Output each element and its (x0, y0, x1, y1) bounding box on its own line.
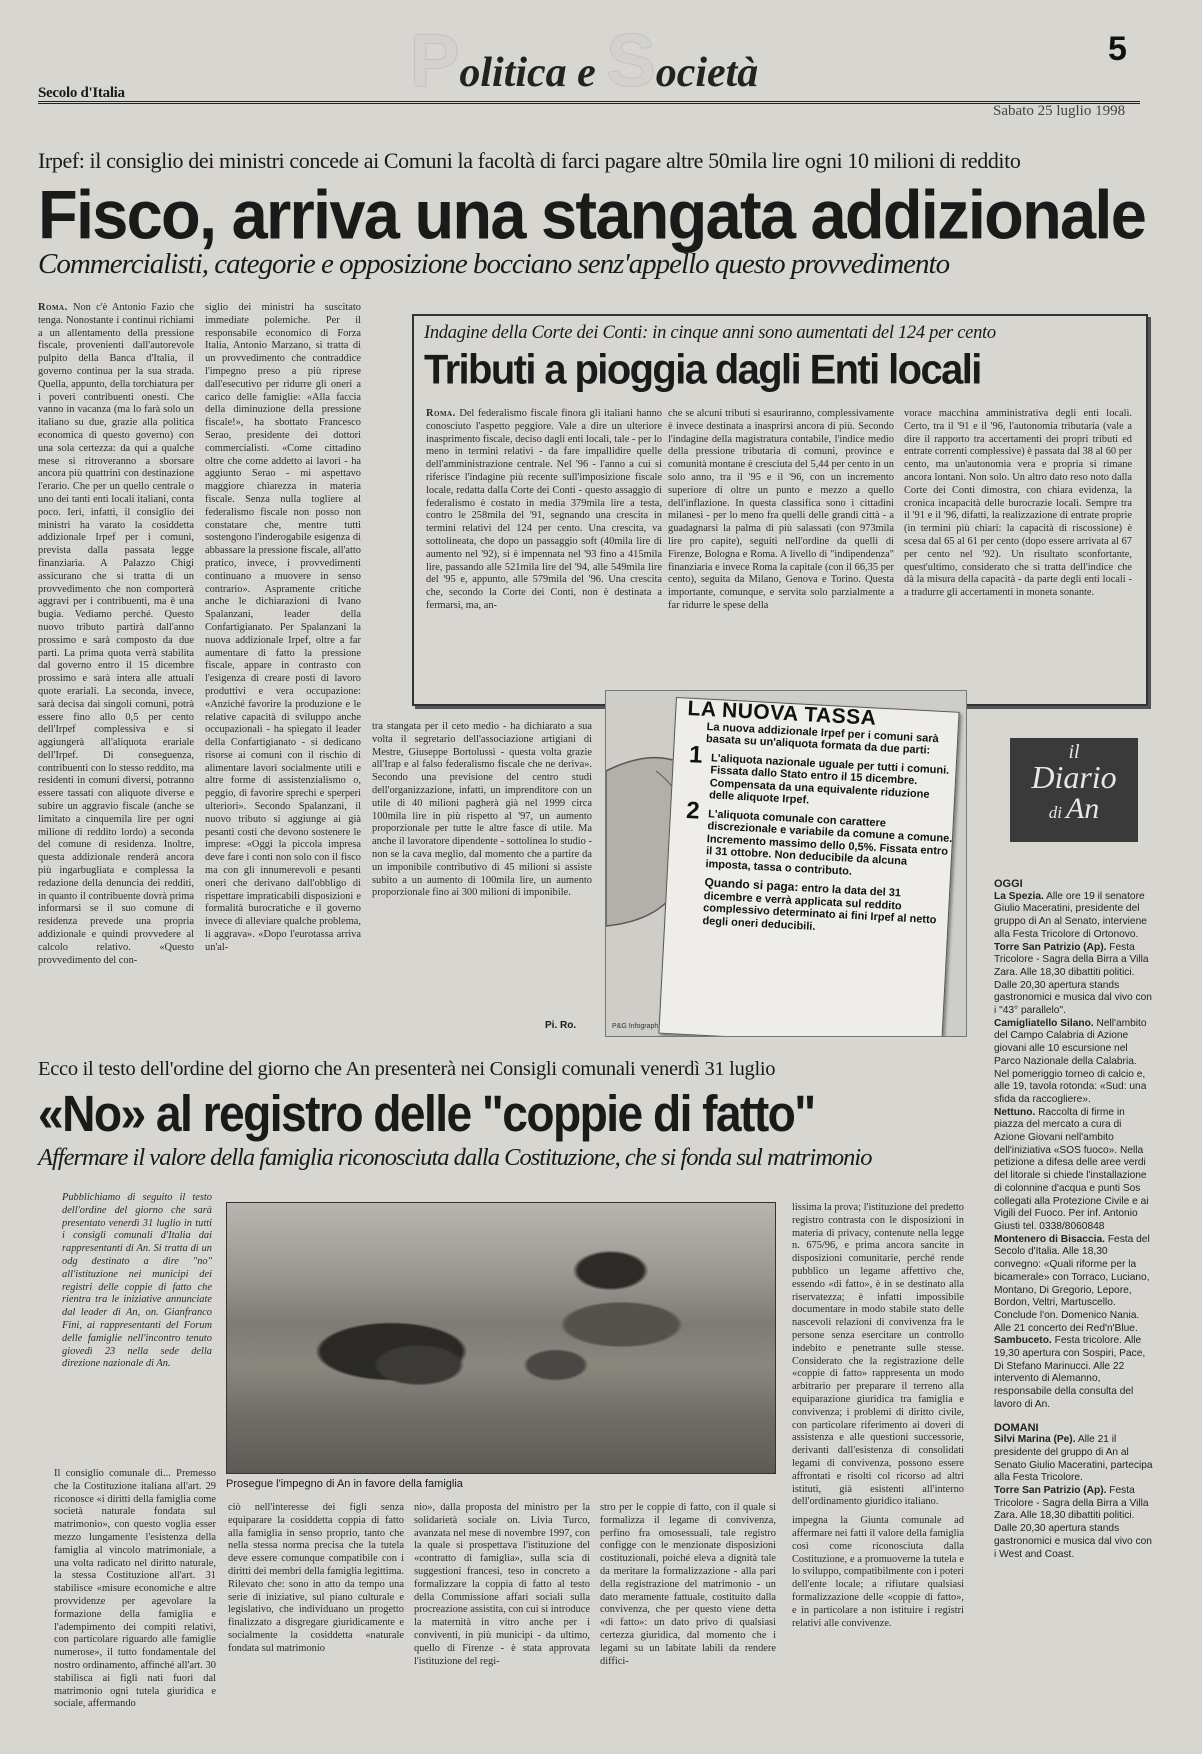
diario-domani-2-text: Festa Tricolore - Sagra della Birra a Villa Zara. Alle 18,30 dibattiti politici. Dalle 20,30 apertura stands gastronomici e musica dal vivo con i West and Coast. (994, 1485, 1152, 1560)
diario-word-di: di (1048, 803, 1062, 822)
diario-oggi-6 (994, 1335, 1154, 1411)
article-coppie-col3 (414, 1502, 590, 1747)
article-coppie-col5a-text: lissima la prova; l'istituzione del predetto registro contrasta con le disposizioni in materia di privacy, contenute nella legge n. 675/96, e prima ancora sancite in disposizioni comunitarie, perché rende pubblico un legame affettivo che, essendo «di fatto», è in se destinato alla riservatezza; è infatti impossibile documentare in modo stabile stato delle nascevoli relazioni di convivenza fra le persone senza esercitare un controllo indebito e penetrante sulle stesse. Considerato che la registrazione delle «coppie di fatto» rappresenta un modo arbitrario per preparare il terreno alla equiparazione giuridica tra famiglia e convivenza; i problemi di diritto civile, con particolare riferimento ai doveri di assistenza e alle questioni successorie, derivanti dall'esistenza di consolidati legami di convivenza, possono essere affrontati e risolti col ricorso ad altri istituti, già esistenti all'interno dell'ordinamento giuridico italiano. (792, 1202, 964, 1508)
tax-title: LA NUOVA TASSA (687, 697, 877, 730)
diario-oggi-2 (994, 942, 1154, 1018)
section-initial-s: S (606, 19, 656, 102)
diario-oggi-6-text: Festa tricolore. Alle 19,30 apertura con Sospiri, Pace, Di Stefano Marinucci. Alle 22 intervento di Alemanno, responsabile della consulta del lavoro di An. (994, 1335, 1146, 1410)
article-coppie-intro (62, 1192, 212, 1467)
diario-oggi-1-place: La Spezia. (994, 890, 1044, 902)
article-fisco-kicker: Irpef: il consiglio dei ministri concede ai Comuni la facoltà di farci pagare altre 50mila lire ogni 10 milioni di reddito (38, 148, 1021, 173)
section-title-end: ocietà (655, 50, 759, 96)
article-coppie-subhead: Affermare il valore della famiglia riconosciuta dalla Costituzione, che si fonda sul matrimonio (38, 1144, 872, 1171)
section-title (410, 18, 759, 102)
article-fisco-col2 (205, 302, 361, 1024)
diario-oggi-5-place: Montenero di Bisaccia. (994, 1233, 1105, 1245)
dateline: Roma. (426, 408, 456, 419)
article-coppie-col1 (54, 1468, 216, 1743)
paper-name: Secolo d'Italia (38, 85, 125, 101)
diario-sidebar (980, 730, 1160, 1740)
diario-oggi-5-text: Festa del Secolo d'Italia. Alle 18,30 convegno: «Quali riforme per la bicamerale» con Torraco, Luciano, Montano, Di Gregorio, Lepore, Bordon, Veltri, Martuscello. Conclude l'on. Domenico Nania. Alle 21 concerto dei Red'n'Blue. (994, 1233, 1150, 1334)
diario-domani-2-place: Torre San Patrizio (Ap). (994, 1485, 1107, 1497)
article-fisco-col3-text: tra stangata per il ceto medio - ha dichiarato a sua volta il segretario dell'associazione artigiani di Mestre, Giuseppe Bortolussi - questa volta grazie all'Irap e al falso federalismo fiscale che ne deriva». Secondo una previsione del centro studi dell'organizzazione, infatti, un imprenditore con un utile di 40 milioni pagherà già nel 1999 circa 100mila lire in più rispetto al '97, un aumento proporzionale per tutte le altre fasce di utile. Ma anche il lavoratore dipendente - sottolinea lo studio - non se la cava meglio, dal momento che a partire da un imponibile contributivo di 45 milioni si assiste subito a un aumento di 100mila lire, un aumento proporzionale fino ai 300 milioni di imponibile. (372, 721, 592, 899)
diario-text (994, 878, 1154, 1561)
tax-item-2 (679, 796, 954, 883)
dateline: Roma. (38, 302, 68, 313)
diario-oggi-4 (994, 1107, 1154, 1234)
family-photo (226, 1202, 776, 1474)
diario-domani-2 (994, 1485, 1154, 1561)
diario-domani-1-text: Alle 21 il presidente del gruppo di An al Senato Giulio Maceratini, partecipa alla Festa Tricolore. (994, 1434, 1153, 1484)
article-fisco-col2-text: siglio dei ministri ha suscitato immediate polemiche. Per il responsabile economico di Forza Italia, Antonio Marzano, si tratta di un provvedimento che contraddice l'impegno preso a più riprese dall'esecutivo per ridurre gli oneri a carico delle famiglie: «Alla faccia della diminuzione della pressione fiscale!», ha sbottato Francesco Serao, presidente dei dottori commercialisti. «Come cittadino oltre che come addetto ai lavori - ha aggiunto Serao - mi aspettavo maggiore chiarezza in materia fiscale. Senza nulla togliere al federalismo fiscale non posso non constatare che, mentre tutti sostengono l'inderogabile esigenza di abbassare la pressione fiscale, all'atto pratico, invece, i provvedimenti continuano a muovere in senso contrario». Aspramente critiche anche le dichiarazioni di Ivano Spalanzani, leader della Confartigianato. Per Spalanzani la nuova addizionale Irpef, oltre a far aumentare di fatto la pressione fiscale, appare in contrasto con l'esigenza di creare posti di lavoro produttivi e vera occupazione: «Anziché favorire la produzione e le relative capacità di sviluppo anche occupazionali - ha spiegato il leader della Confartigianato - si dedicano risorse ai comuni con il rischio di alimentare lavori socialmente utili e altre forme di assistenzialismo o, peggio, di favorire sprechi e sperperi ulteriori». Secondo Spalanzani, il nuovo tributo si aggiunge ai già pesanti costi che devono sostenere le imprese: «Oggi la piccola impresa deve fare i conti non solo con il fisco ma con gli innumerevoli e pesanti oneri che derivano dall'obbligo di rispettare impraticabili disposizioni e formalità burocratiche e il governo invece di alleviare qualche problema, li aggrava». «Dopo l'eurotassa arriva un'al- (205, 302, 361, 953)
diario-word-diario: Diario (1031, 759, 1117, 795)
family-photo-caption: Prosegue l'impegno di An in favore della famiglia (226, 1478, 463, 1490)
diario-oggi-6-place: Sambuceto. (994, 1335, 1052, 1347)
article-coppie-col2-text: ciò nell'interesse dei figli senza equiparare la cosiddetta coppia di fatto alla famiglia in senso proprio, tanto che nella stessa norma precisa che la tutela deve essere comunque compatibile con i diritti dei membri della famiglia legittima. Rilevato che: sono in atto da tempo una serie di iniziative, sul piano culturale e legislativo, che individuano un progetto finalizzato a disgregare giuridicamente e socialmente la cosiddetta «naturale fondata sul matrimonio (228, 1502, 404, 1654)
article-tributi-col2-text: che se alcuni tributi si esauriranno, complessivamente è invece destinata a inasprirsi ancora di più. Secondo l'indagine della magistratura contabile, l'indice medio della pressione tributaria di comuni, province e comunità montane è cresciuta del 5,44 per cento in un solo anno, tra il '95 e il '96, con un incremento superiore di oltre un punto e mezzo a quello dell'inflazione. In questa classifica sono i cittadini milanesi - per lo meno fra quelli delle grandi città - a guadagnarsi la palma di più salassati (con 973mila lire pro capite), seguiti nell'ordine da quelli di Firenze, Bologna e Roma. A livello di "indipendenza" finanziaria e invece Roma la capitale (con il 66,35 per cento), seguita da Milano, Genova e Torino. Questa importante, comunque, e servita solo parzialmente a far ridurre le spese della (668, 408, 894, 611)
article-tributi-col2 (668, 408, 894, 696)
diario-oggi-3-place: Camigliatello Silano. (994, 1017, 1094, 1029)
article-tributi-col1 (426, 408, 662, 696)
article-coppie-col4 (600, 1502, 776, 1747)
article-tributi-col3 (904, 408, 1132, 696)
diario-oggi-1-text: Alle ore 19 il senatore Giulio Maceratini, presidente del gruppo di An al Senato, interviene alla Festa Tricolore di Ortonovo. (994, 890, 1147, 940)
diario-oggi-3-text: Nell'ambito del Campo Calabria di Azione giovani alle 10 escursione nel Parco Nazionale della Calabria. Nel pomeriggio torneo di calcio e, alle 19, tavola rotonda: «Sud: una sfida da raccogliere». (994, 1017, 1147, 1105)
diario-oggi-2-text: Festa Tricolore - Sagra della Birra a Villa Zara. Alle 18,30 dibattiti politici. Dalle 20,30 apertura stands gastronomici e musica dal vivo con i "43° parallelo". (994, 941, 1152, 1017)
diario-oggi-2-place: Torre San Patrizio (Ap). (994, 941, 1107, 953)
diario-oggi-1 (994, 891, 1154, 942)
page-number: 5 (1108, 30, 1127, 68)
masthead-rule (38, 101, 1140, 104)
tax-item-1-num: 1 (688, 740, 704, 769)
article-coppie-intro-text: Pubblichiamo di seguito il testo dell'ordine del giorno che sarà presentato venerdì 31 luglio in tutti i consigli comunali d'Italia dai rappresentanti di An. Si tratta di un odg destinato a dire "no" all'istituzione nei municipi dei registri delle coppie di fatto che rientra tra le iniziative annunciate dal leader di An, on. Gianfranco Fini, ai rappresentanti del Forum delle famiglie nell'incontro tenuto giovedì 23 nella sede della direzione nazionale di An. (62, 1192, 212, 1370)
article-fisco-col3 (372, 721, 592, 1009)
article-tributi-headline: Tributi a pioggia dagli Enti locali (424, 347, 981, 394)
diario-logo (1010, 738, 1138, 842)
tax-item-1 (683, 740, 957, 814)
article-fisco-headline: Fisco, arriva una stangata addizionale (38, 176, 1146, 254)
section-title-mid: olitica e (459, 50, 607, 96)
diario-oggi-4-place: Nettuno. (994, 1106, 1036, 1118)
tax-item-2-num: 2 (685, 796, 701, 825)
tax-when-text: entro la data del 31 dicembre e verrà applicata sul reddito complessivo determinato ai fini Irpef al netto degli oneri deducibili. (702, 882, 937, 933)
tax-intro: La nuova addizionale Irpef per i comuni sarà basata su un'aliquota formata da due parti: (705, 720, 939, 757)
article-tributi-col1-text: Del federalismo fiscale finora gli italiani hanno conosciuto l'aspetto peggiore. Vale a dire un ulteriore inasprimento fiscale, deciso dagli enti locali, tale - per lo meno in termini relativi - da fare impallidire quelle dell'amministrazione centrale. Nel '96 - l'anno a cui si riferisce l'indagine più recente sull'imposizione fiscale locale, redatta dalla Corte dei Conti - questo assaggio di federalismo è costato in media 379mila lire a testa, contro le 258mila del '91, segnando una crescita in termini relativi del 124 per cento. Una crescita, va sottolineata, che dopo un passaggio soft (40mila lire di aumento nel '92), si è impennata nel '93 fino a 415mila lire, passando alle 521mila lire del '94, alle 549mila lire del '95 e, appunto, alle 579mila del '96. Una crescita che, secondo la Corte dei Conti, non è destinata a fermarsi, ma, an- (426, 408, 662, 611)
page-masthead (0, 0, 1202, 119)
diario-oggi-3 (994, 1018, 1154, 1107)
tax-when-label: Quando si paga: (704, 875, 799, 895)
tax-card-content (676, 697, 959, 940)
article-coppie-col1-text: Il consiglio comunale di... Premesso che la Costituzione italiana all'art. 29 riconosce «i diritti della famiglia come società naturale fondata sul matrimonio», con questo voglia esser mezzo lungamente l'esistenza della famiglia al vincolo matrimoniale, a una volta radicato nel diritto naturale, la stessa Costituzione all'art. 31 stabilisce «misure economiche e altre provvidenze per agevolare la formazione della famiglia e l'adempimento dei compiti relativi, con particolare riguardo alle famiglie numerose», il tutto fondamentale del nostro ordinamento, affinché all'art. 30 stabilisca ai figli nati fuori dal matrimonio ogni tutela giuridica e sociale, affermando (54, 1468, 216, 1710)
diario-oggi-label: OGGI (994, 878, 1023, 890)
article-coppie-col5 (792, 1202, 964, 1747)
diario-oggi-5 (994, 1234, 1154, 1336)
diario-domani-label: DOMANI (994, 1421, 1039, 1434)
diario-domani-1-place: Silvi Marina (Pe). (994, 1434, 1076, 1446)
article-fisco-col1 (38, 302, 194, 1024)
section-initial-p: P (410, 19, 460, 102)
tax-infographic (605, 690, 967, 1037)
tax-item-1-text: L'aliquota nazionale uguale per tutti i comuni. Fissata dallo Stato entro il 15 dicembre. Compensata da una equivalente riduzione delle aliquote Irpef. (708, 751, 950, 807)
article-tributi-col3-text: vorace macchina amministrativa degli enti locali. Certo, tra il '91 e il '96, l'autonomia tributaria (vale a dire il rapporto tra accertamenti dei propri tributi ed entrate correnti complessive) è passata dal 38 al 60 per cento, ma un'autonomia vera e propria si rimane ancora lontani. Non solo. Un altro dato reso noto dalla Corte dei Conti dimostra, con chiara evidenza, la cronica incapacità delle burocrazie locali. Sempre tra il '91 e il '96, difatti, la realizzazione di entrate proprie (in termini più chiari: la capacità di riscossione) è scesa dal 65 al 61 per cento (dopo essere arrivata al 67 per cento nel '92). Un risultato sconfortante, quest'ultimo, considerato che si tratta dell'indice che dà la misura della capacità - da parte degli enti locali - a tradurre gli accertamenti in moneta sonante. (904, 408, 1132, 599)
article-coppie-col3-text: nio», dalla proposta del ministro per la solidarietà sociale on. Livia Turco, avanzata nel mese di novembre 1997, con la quale si prospettava l'istituzione del «contratto di famiglia», sulla scia di suggestioni francesi, teso in concreto a formalizzare la coppia di fatto al testo della Commissione affari sociali sulla procreazione assistita, con cui si introduce la maternità in vitro anche per i conviventi, in più municipi - da ultimo, quello di Firenze - è stata approvata l'istituzione del regi- (414, 1502, 590, 1667)
issue-date: Sabato 25 luglio 1998 (993, 103, 1126, 119)
diario-oggi-4-text: Raccolta di firme in piazza del mercato a cura di Azione Giovani nell'ambito dell'iniziativa «SOS fuoco». Nella petizione a difesa delle aree verdi del litorale si chiede l'installazione di colonnine d'acqua e punti Sos collegati alla Protezione Civile e ai Vigili del Fuoco. Per inf. Antonio Giusti tel. 0338/8060848 (994, 1106, 1149, 1232)
diario-word-dian (1010, 792, 1138, 826)
article-fisco-subhead: Commercialisti, categorie e opposizione bocciano senz'appello questo provvedimento (38, 248, 950, 280)
article-coppie-col5b-text: impegna la Giunta comunale ad affermare nei fatti il valore della famiglia così come riconosciuta dalla Costituzione, e a promuoverne la tutela e lo sviluppo, compatibilmente con i poteri dell'ente locale; a rifiutare qualsiasi formalizzazione delle «coppie di fatto», e in particolare a non istituire i registri relativi alle convivenze. (792, 1515, 964, 1629)
article-tributi-box (412, 314, 1148, 706)
diario-word-il: il (1068, 741, 1080, 763)
tax-item-2-text: L'aliquota comunale con carattere discrezionale e variabile da comune a comune. Incremento massimo dello 0,5%. Fissata entro il 31 ottobre. Non deducibile da alcuna imposta, tassa o contributo. (705, 807, 953, 878)
diario-word-an: An (1065, 792, 1100, 825)
article-tributi-kicker: Indagine della Corte dei Conti: in cinque anni sono aumentati del 124 per cento (424, 323, 996, 343)
article-coppie-col2 (228, 1502, 404, 1747)
article-fisco-signature: Pi. Ro. (545, 1020, 577, 1031)
diario-domani-1 (994, 1434, 1154, 1485)
article-coppie-kicker: Ecco il testo dell'ordine del giorno che An presenterà nei Consigli comunali venerdì 31 luglio (38, 1058, 776, 1080)
article-coppie-headline: «No» al registro delle "coppie di fatto" (38, 1086, 815, 1143)
tax-credit: P&G Infograph (612, 1023, 659, 1030)
article-coppie-col4-text: stro per le coppie di fatto, con il quale si formalizza il legame di convivenza, perfino fra omosessuali, tale registro configge con le menzionate disposizioni costituzionali, poiché eleva a dignità tale da meritare la formalizzazione - alla pari della registrazione del matrimonio - un dato meramente fattuale, costituito dalla convivenza, che per questo viene detta «di fatto»: un dato privo di qualsiasi certezza giuridica, dal momento che i legami su un labitate labili da rendere diffici- (600, 1502, 776, 1667)
article-fisco-col1-text: Non c'è Antonio Fazio che tenga. Nonostante i continui richiami a un allentamento della pressione fiscale, provenienti dall'autorevole pulpito della Banca d'Italia, il governo continua per la sua strada. Quella, appunto, della torchiatura per i poveri contribuenti onesti. Che vanno in vacanza (ma lo farà solo un italiano su due, grazie alla politica economica di questo governo) con una sola certezza: da qui a qualche mese si ritroveranno a sborsare ancora più quattrini con destinazione l'erario. Che per un quello centrale o uno dei tanti enti locali italiani, conta poco. Ieri, infatti, il consiglio dei ministri ha varato la cosiddetta addizionale Irpef per i comuni, prevista dalla passata legge finanziaria. A Palazzo Chigi assicurano che si tratta di un provvedimento che non comporterà aggravi per i contribuenti, ma è una bugia. Vediamo perché. Questo nuovo tributo partirà dall'anno prossimo e sarà composto da due parti. La prima quota verrà stabilita dal governo entro il 15 dicembre prossimo e sarà intera alle attuali quote erariali. La seconda, invece, sarà decisa dai singoli comuni, potrà essere fino allo 0,5 per cento dell'Irpef complessiva e si aggiungerà all'aliquota erariale dell'Irpef. Di conseguenza, contribuenti con lo stesso reddito, ma residenti in comuni diversi, potranno essere tassati con aliquote diverse e subire un aggravio fiscale (anche se limitato a cinquemila lire per ogni milione di reddito lordo) a seconda del comune di residenza. Inoltre, questa addizionale renderà ancora più ingarbugliata e complessa la redazione della denuncia dei redditi, in quanto il contribuente dovrà prima informarsi se il suo comune di residenza prevede una propria addizionale e quindi provvedere al calcolo relativo. «Questo provvedimento del con- (38, 302, 194, 966)
